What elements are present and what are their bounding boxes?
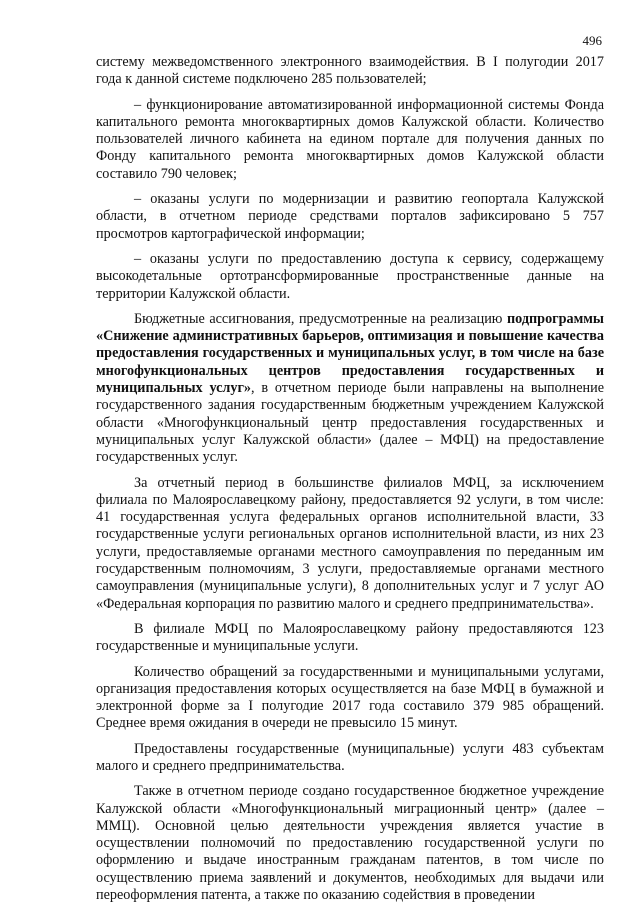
paragraph-6: За отчетный период в большинстве филиалов МФЦ, за исключением филиала по Малоярославецкому району, предоставляется 92 услуги, в том числе: 41 государственная услуга федеральных органов исполнительной власти, 33 государственные услуги региональных органов исполнительной власти, из них 23 услуги, предоставляемые органами местного самоуправления по переданным им государственным полномочиям, 3 услуги, предоставляемые органами местного самоуправления (муниципальные услуги), 8 дополнительных услуг и 7 услуг АО «Федеральная корпорация по развитию малого и среднего предпринимательства». <box>96 474 604 612</box>
paragraph-8: Количество обращений за государственными и муниципальными услугами, организация предоставления которых осуществляется на базе МФЦ в бумажной и электронной форме за I полугодие 2017 года составило 379 985 обращений. Среднее время ожидания в очереди не превысило 15 минут. <box>96 663 604 732</box>
paragraph-5-tail: , в отчетном периоде были направлены на выполнение государственного задания государственным бюджетным учреждением Калужской области «Многофункциональный центр предоставления государственных и муниципальных услуг Калужской области» (далее – МФЦ) на предоставление государственных услуг. <box>96 380 604 466</box>
paragraph-5 <box>96 311 604 467</box>
document-body <box>96 54 604 912</box>
paragraph-4: – оказаны услуги по предоставлению доступа к сервису, содержащему высокодетальные ортотрансформированные пространственные данные на территории Калужской области. <box>96 250 604 302</box>
subprogram-title: подпрограммы «Снижение административных барьеров, оптимизация и повышение качества предоставления государственных и муниципальных услуг, в том числе на базе многофункциональных центров предоставления государственных и муниципальных услуг» <box>96 310 604 397</box>
paragraph-5-lead: Бюджетные ассигнования, предусмотренные на реализацию <box>134 310 507 327</box>
paragraph-10: Также в отчетном периоде создано государственное бюджетное учреждение Калужской области «Многофункциональный миграционный центр» (далее – ММЦ). Основной целью деятельности учреждения является участие в осуществлении полномочий по предоставлению государственной услуги по оформлению и выдаче иностранным гражданам патентов, в том числе по осуществлению приема заявлений и документов, необходимых для выдачи или переоформления патента, а также по оказанию содействия в проведении <box>96 783 604 904</box>
page-number: 496 <box>582 33 602 48</box>
paragraph-7: В филиале МФЦ по Малоярославецкому району предоставляются 123 государственные и муниципальные услуги. <box>96 620 604 655</box>
paragraph-3: – оказаны услуги по модернизации и развитию геопортала Калужской области, в отчетном периоде средствами порталов зафиксировано 5 757 просмотров картографической информации; <box>96 191 604 242</box>
paragraph-9: Предоставлены государственные (муниципальные) услуги 483 субъектам малого и среднего предпринимательства. <box>96 740 604 774</box>
paragraph-1: систему межведомственного электронного взаимодействия. В I полугодии 2017 года к данной системе подключено 285 пользователей; <box>96 54 604 88</box>
paragraph-2: – функционирование автоматизированной информационной системы Фонда капитального ремонта многоквартирных домов Калужской области. Количество пользователей личного кабинета на едином портале для получения данных по Фонду капитального ремонта многоквартирных домов Калужской области составило 790 человек; <box>96 96 604 182</box>
